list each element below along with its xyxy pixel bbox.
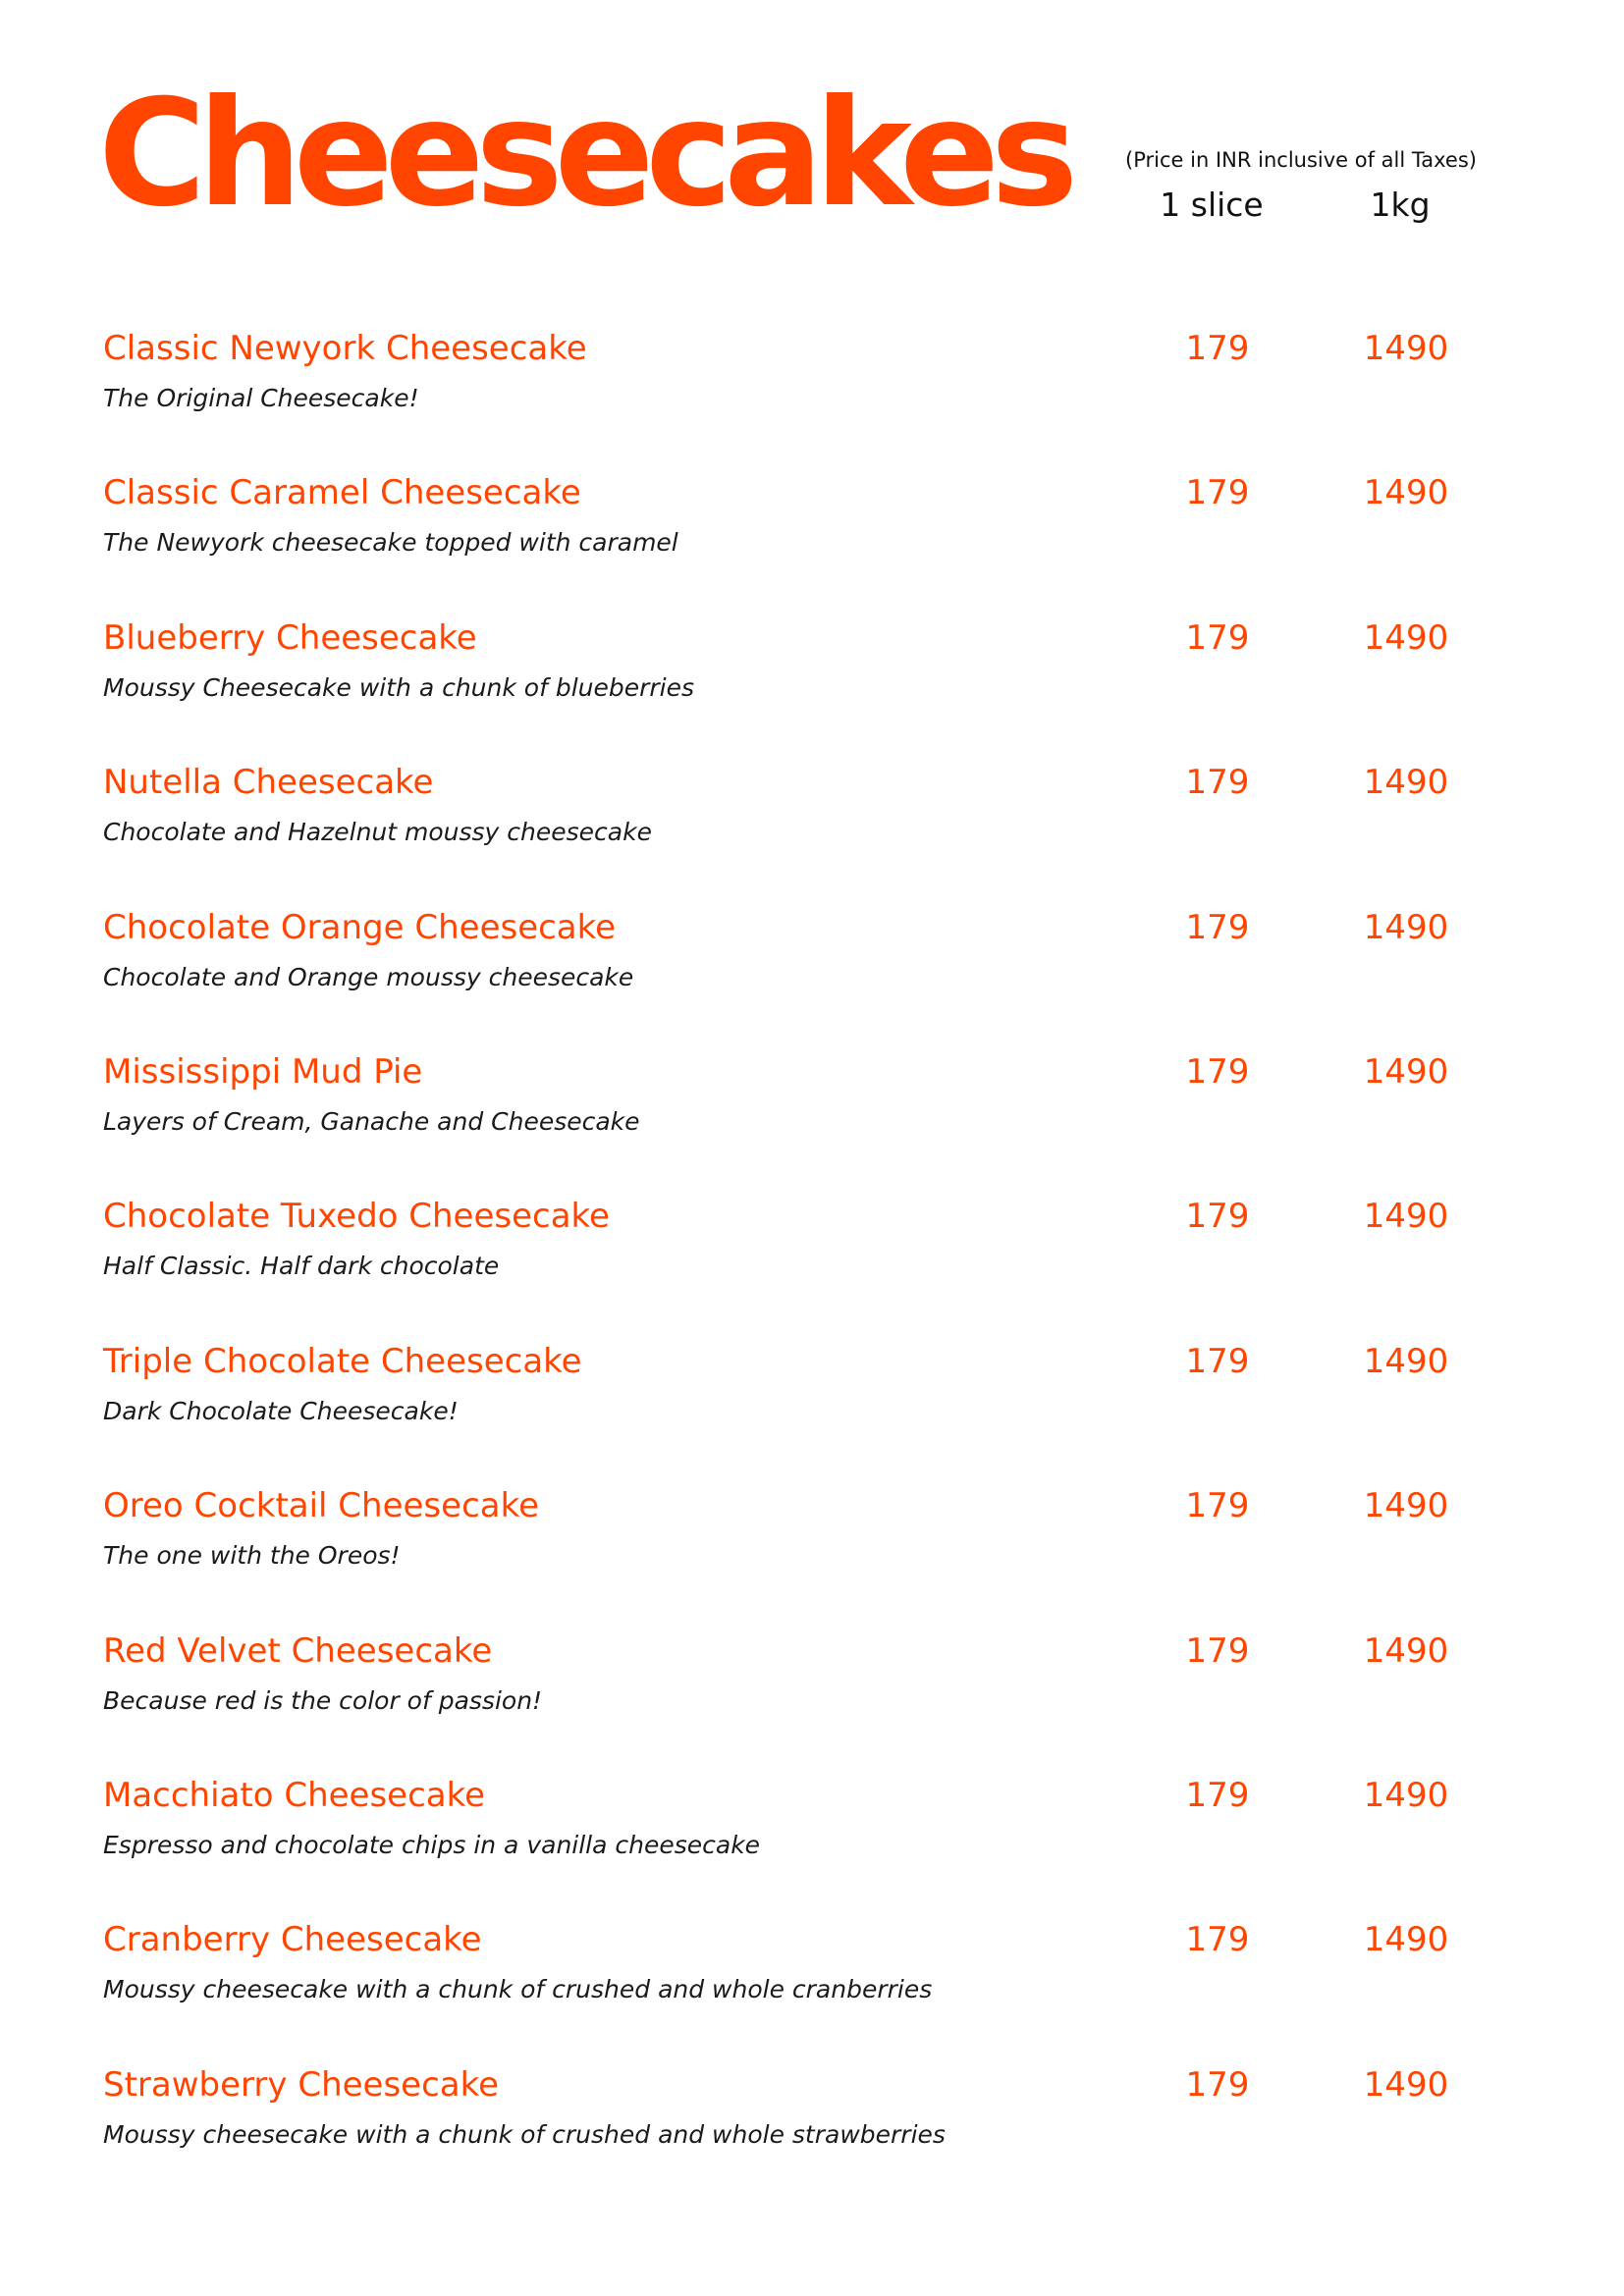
item-price-slice: 179 — [1185, 1197, 1250, 1236]
item-name: Triple Chocolate Cheesecake — [103, 1342, 582, 1381]
item-description: Chocolate and Hazelnut moussy cheesecake — [103, 818, 652, 846]
column-header-kg: 1kg — [1370, 186, 1431, 224]
item-price-slice: 179 — [1185, 1052, 1250, 1092]
item-price-kg: 1490 — [1363, 1776, 1449, 1815]
item-description: The Newyork cheesecake topped with caramel — [103, 528, 678, 557]
item-name: Red Velvet Cheesecake — [103, 1631, 493, 1671]
item-price-slice: 179 — [1185, 1920, 1250, 1959]
item-description: Moussy cheesecake with a chunk of crushed and whole cranberries — [103, 1975, 933, 2003]
item-price-slice: 179 — [1185, 618, 1250, 658]
price-note: (Price in INR inclusive of all Taxes) — [1125, 148, 1477, 172]
item-price-slice: 179 — [1185, 1776, 1250, 1815]
menu-item — [0, 908, 1624, 1026]
menu-item — [0, 2065, 1624, 2183]
item-name: Classic Caramel Cheesecake — [103, 473, 581, 512]
page-title: Cheesecakes — [98, 69, 1070, 240]
item-price-slice: 179 — [1185, 1342, 1250, 1381]
item-description: The one with the Oreos! — [103, 1541, 401, 1570]
item-price-kg: 1490 — [1363, 1052, 1449, 1092]
menu-item — [0, 618, 1624, 736]
menu-item — [0, 763, 1624, 881]
item-price-kg: 1490 — [1363, 1197, 1449, 1236]
item-description: Because red is the color of passion! — [103, 1686, 543, 1715]
menu-item — [0, 1920, 1624, 2038]
item-price-kg: 1490 — [1363, 763, 1449, 802]
item-description: Dark Chocolate Cheesecake! — [103, 1397, 459, 1425]
item-price-kg: 1490 — [1363, 1342, 1449, 1381]
item-name: Chocolate Orange Cheesecake — [103, 908, 617, 947]
menu-item — [0, 1052, 1624, 1170]
menu-item — [0, 329, 1624, 447]
item-price-slice: 179 — [1185, 2065, 1250, 2105]
item-price-kg: 1490 — [1363, 618, 1449, 658]
column-header-slice: 1 slice — [1160, 186, 1264, 224]
item-price-kg: 1490 — [1363, 329, 1449, 368]
item-name: Mississippi Mud Pie — [103, 1052, 423, 1092]
item-name: Chocolate Tuxedo Cheesecake — [103, 1197, 610, 1236]
item-price-slice: 179 — [1185, 1486, 1250, 1525]
menu-item — [0, 1486, 1624, 1604]
item-description: Chocolate and Orange moussy cheesecake — [103, 963, 634, 991]
menu-item — [0, 1197, 1624, 1314]
item-price-slice: 179 — [1185, 473, 1250, 512]
item-price-slice: 179 — [1185, 908, 1250, 947]
item-name: Macchiato Cheesecake — [103, 1776, 486, 1815]
item-name: Cranberry Cheesecake — [103, 1920, 482, 1959]
item-name: Blueberry Cheesecake — [103, 618, 477, 658]
item-price-kg: 1490 — [1363, 908, 1449, 947]
item-price-kg: 1490 — [1363, 473, 1449, 512]
menu-item — [0, 1776, 1624, 1894]
item-name: Nutella Cheesecake — [103, 763, 434, 802]
item-description: Moussy cheesecake with a chunk of crushed and whole strawberries — [103, 2120, 946, 2149]
menu-item — [0, 1631, 1624, 1749]
item-description: Moussy Cheesecake with a chunk of blueberries — [103, 673, 695, 702]
item-price-kg: 1490 — [1363, 1486, 1449, 1525]
item-name: Strawberry Cheesecake — [103, 2065, 500, 2105]
item-description: Half Classic. Half dark chocolate — [103, 1252, 500, 1280]
item-price-slice: 179 — [1185, 329, 1250, 368]
item-description: Layers of Cream, Ganache and Cheesecake — [103, 1107, 640, 1136]
item-description: Espresso and chocolate chips in a vanilla cheesecake — [103, 1831, 761, 1859]
item-description: The Original Cheesecake! — [103, 384, 419, 412]
item-price-kg: 1490 — [1363, 1631, 1449, 1671]
item-price-kg: 1490 — [1363, 1920, 1449, 1959]
item-price-slice: 179 — [1185, 763, 1250, 802]
item-price-kg: 1490 — [1363, 2065, 1449, 2105]
item-name: Oreo Cocktail Cheesecake — [103, 1486, 539, 1525]
menu-item — [0, 1342, 1624, 1460]
menu-item — [0, 473, 1624, 591]
item-price-slice: 179 — [1185, 1631, 1250, 1671]
item-name: Classic Newyork Cheesecake — [103, 329, 587, 368]
